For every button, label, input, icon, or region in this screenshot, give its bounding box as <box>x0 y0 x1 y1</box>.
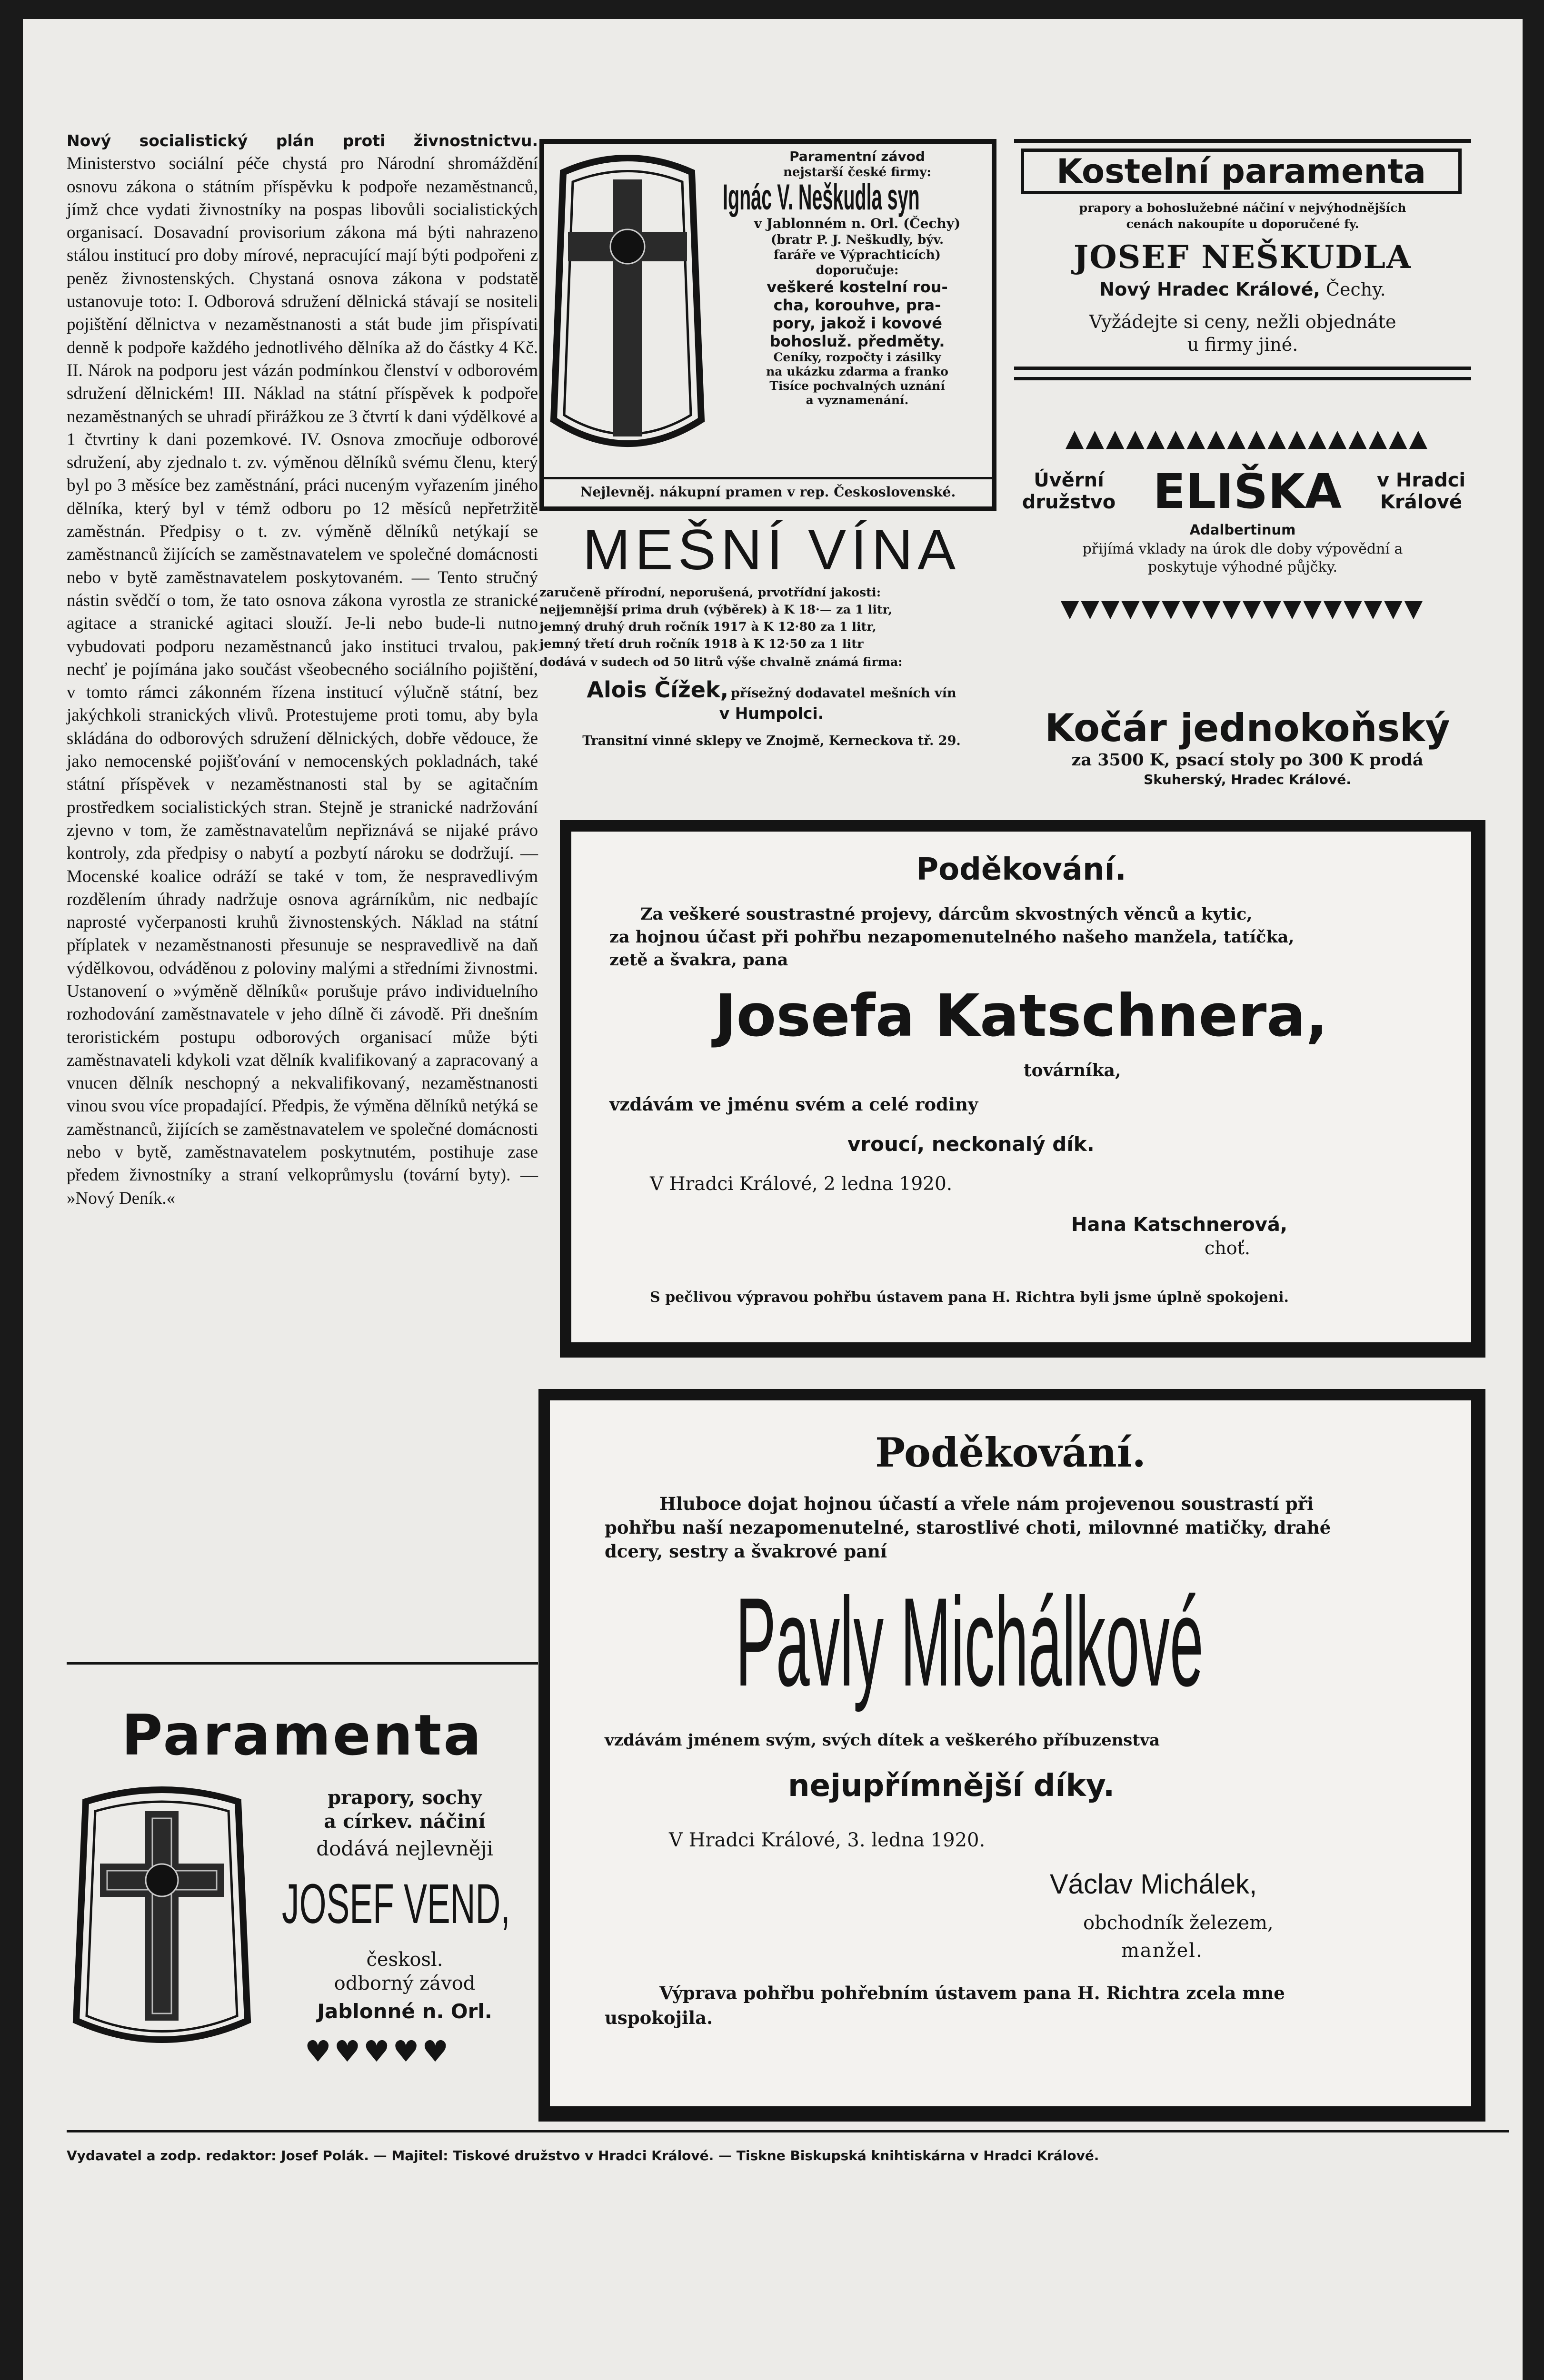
ad-kostelni-title-frame <box>1021 149 1462 194</box>
ad-vina-l4: jemný třetí druh ročník 1918 à K 12·50 za 1 litr <box>539 637 864 651</box>
ad-eliska-l2: poskytuje výhodné půjčky. <box>1147 559 1338 575</box>
ad-eliska-sub: Adalbertinum <box>1189 522 1296 538</box>
thanks1-l5: vroucí, neckonalý dík. <box>847 1132 1095 1156</box>
article <box>67 129 538 1210</box>
thanks1-title: Poděkování. <box>916 852 1126 887</box>
ad-mesni-vina <box>539 516 1004 812</box>
ad-syn-bottom: Nejlevněj. nákupní pramen v rep. Československé. <box>580 484 956 500</box>
ad-eliska <box>1014 424 1481 647</box>
ad-vend-title: Paramenta <box>121 1702 483 1768</box>
article-body: Ministerstvo sociální péče chystá pro Národní shromáždění osnovu zákona o státním příspěvku k podpoře nezaměstnanců, jímž chce vydati živnostníky na pospas libovůli socialistických organisací. Dosavadní provisorium zákona má býti nahrazeno stálou institucí pro doby mírové, nepracující mají býti podpořeni z peněz živnostenských. Chystaná osnova zákona v podstatě ustanovuje toto: I. Odborová sdružení dělnická stávají se nositeli pojištění dělnictva v nezaměstnanosti a stát bude jim přispívati denně k podpoře každého jednotlivého dělníka až do částky 4 Kč. II. Nárok na podporu jest vázán podmínkou členství v odborovém sdružení dělnickém! III. Náklad na státní příspěvek k podpoře nezaměstnaných se uhradí přirážkou ze 3 čtvrtí k dani výdělkové a 1 čtvrtiny k dani pozemkové. IV. Osnova zmocňuje odborové sdružení, aby zjednalo t. zv. výměnou dělníků svému členu, který byl po 3 měsíce bez zaměstnání, práci nuceným vyřazením jiného dělníka, který byl v témž odboru po 12 měsíců nepřetržitě zaměstnán. Předpisy o t. zv. výměně dělníků netýkají se zaměstnanců žijících se zaměstnavatelem ve společné domácnosti nebo v bytě zaměstnavatelem poskytovaném. — Tento stručný nástin svědčí o tom, že tato osnova zákona vyrostla ze stranické agitace a stranické agitaci slouží. Je-li nebo bude-li nutno vybudovati podporu nezaměstnanců jako instituci trvalou, pak nechť je pojímána jako součást všeobecného sociálního pojištění, v tomto rámci zákonném řízena institucí výlučně státní, bez jakýchkoli stranických vlivů. Protestujeme proti tomu, aby byla skládána do odborových sdružení dělnických, dobře vědouce, že jako nemocenské pojišťování v nemocenských pokladnách, také státní příspěvek v nezaměstnanosti stal by se agitačním prostředkem socialistických stran. Stejně je stranické nadržování zjevno v tom, že zaměstnavatelům nepřiznává se nijaké právo kontroly, zda předpisy o nabytí a pozbytí nároku se dodržují. — Mocenské koalice odráží se také v tom, že nespravedlivým rozdělením úhrady nadržuje osnova agrárníkům, nic nedbajíc naprosté vyčerpanosti kruhů živnostenských. Náklad na státní příplatek v nezaměstnanosti přesunuje se nespravedlivě na daň výdělkovou, odváděnou z poloviny malými a středními živnostmi. Ustanovení o »výměně dělníků« porušuje právo individuelního rozhodování zaměstnavatele v jeho dílně či závodě. Při dnešním teroristickém postupu odborových organisací může býti zaměstnavateli kdykoli vzat dělník kvalifikovaný a zapracovaný a vnucen dělník neschopný a nekvalifikovaný, nezaměstnanosti vinou svou více propadající. Předpis, že výměna dělníků netýká se zaměstnanců, žijících se zaměstnavatelem ve společné domácnosti nebo v bytě, zaměstnavatelem poskytnutém, postihuje zase předem živnostníky a straní velkoprůmyslu (tovární byty). — <box>67 154 538 1185</box>
ad-syn-l1: Paramentní závod <box>789 149 925 164</box>
thanks2-l4: vzdávám jménem svým, svých dítek a veškerého příbuzenstva <box>605 1731 1160 1750</box>
ad-syn-l7: veškeré kostelní rou- <box>767 278 948 296</box>
thanks1-role: továrníka, <box>1024 1061 1121 1081</box>
ad-vina-l5: dodává v sudech od 50 litrů výše chvalně známá firma: <box>539 655 903 669</box>
ad-syn-l13: Tisíce pochvalných uznání <box>769 379 945 393</box>
ad-neskudla-syn <box>539 139 996 511</box>
triangle-up-icon: ▲▲▲▲▲▲▲▲▲▲▲▲▲▲▲▲▲▲ <box>1065 424 1430 452</box>
ad-vend-line5: odborný závod <box>334 1973 476 1994</box>
ad-syn-l14: a vyznamenání. <box>806 393 909 407</box>
ornament-icon: ♥♥♥♥♥ <box>305 2034 451 2069</box>
ad-kostelni-paramenta <box>1014 139 1471 413</box>
footer-divider <box>67 2130 1509 2132</box>
ad-vina-l6: Transitní vinné sklepy ve Znojmě, Kerneckova tř. 29. <box>582 734 961 748</box>
article-text <box>67 129 538 1210</box>
thanks2-l1: Hluboce dojat hojnou účastí a vřele nám projevenou soustrastí při <box>659 1493 1314 1514</box>
ad-syn-l9: pory, jakož i kovové <box>772 314 942 332</box>
ad-kocar-l1: za 3500 K, psací stoly po 300 K prodá <box>1071 750 1424 770</box>
article-source: »Nový Deník.« <box>67 1188 176 1208</box>
thanks2-title: Poděkování. <box>875 1429 1146 1476</box>
ad-vend-line2: a církev. náčiní <box>324 1810 486 1833</box>
ad-vina-l3: jemný druhý druh ročník 1917 à K 12·80 za 1 litr, <box>539 620 877 634</box>
ad-kostelni-rule-2 <box>1014 377 1471 380</box>
ad-vend-place: Jablonné n. Orl. <box>317 2000 492 2023</box>
chasuble-icon <box>549 153 706 463</box>
ad-syn-l3: v Jablonném n. Orl. (Čechy) <box>754 216 961 231</box>
ad-neskudla-syn-text <box>723 149 992 407</box>
ad-vina-namerow <box>539 676 1004 703</box>
ad-eliska-l1: přijímá vklady na úrok dle doby výpovědní a <box>1082 541 1403 557</box>
thanks-michalkova <box>539 1390 1484 2121</box>
thanks1-l3: zetě a švakra, pana <box>609 950 788 970</box>
ad-vina-l2: nejjemnější prima druh (výběrek) à K 18·— za 1 litr, <box>539 603 893 617</box>
thanks1-name: Josefa Katschnera, <box>715 982 1328 1050</box>
ad-eliska-left2: družstvo <box>1022 491 1116 513</box>
thanks2-l5: nejupřímnější díky. <box>788 1768 1115 1804</box>
ad-eliska-left1: Úvěrní <box>1034 469 1104 491</box>
ad-kostelni-place-bold: Nový Hradec Králové, <box>1099 279 1320 300</box>
ad-eliska-row <box>1014 466 1471 518</box>
ad-kocar <box>1014 707 1481 793</box>
thanks1-date: V Hradci Králové, 2 ledna 1920. <box>650 1173 953 1195</box>
ad-kostelni-l2: cenách nakoupíte u doporučené fy. <box>1126 217 1359 231</box>
thanks2-name: Pavly Michálkové <box>736 1572 1204 1713</box>
ad-paramenta-vend <box>67 1704 538 2123</box>
thanks1-signer-role: choť. <box>1205 1238 1250 1259</box>
thanks2-name-wrap <box>736 1572 1307 1713</box>
ad-syn-l8: cha, korouhve, pra- <box>773 296 941 314</box>
ad-vend-line3: dodává nejlevněji <box>316 1837 493 1860</box>
ad-syn-l6: doporučuje: <box>816 263 899 278</box>
thanks2-signer-role2: manžel. <box>1121 1940 1203 1962</box>
ad-vend-line4: českosl. <box>366 1949 443 1971</box>
ad-eliska-right2: Králové <box>1380 491 1463 513</box>
ad-vina-place: v Humpolci. <box>719 704 824 723</box>
thanks2-l3: dcery, sestry a švakrové paní <box>605 1541 887 1562</box>
article-divider <box>67 1662 538 1665</box>
thanks-katschner <box>561 821 1484 1357</box>
ad-kostelni-l3: Vyžádejte si ceny, nežli objednáte <box>1089 311 1396 332</box>
ad-syn-l11: Ceníky, rozpočty i zásilky <box>773 350 941 364</box>
ad-eliska-name: ELIŠKA <box>1153 464 1342 519</box>
thanks1-l2: za hojnou účast při pohřbu nezapomenutelného našeho manžela, tatíčka, <box>609 927 1295 947</box>
triangle-down-icon: ▼▼▼▼▼▼▼▼▼▼▼▼▼▼▼▼▼▼ <box>1060 595 1425 622</box>
ad-kocar-title: Kočár jednokoňský <box>1045 706 1450 750</box>
thanks1-l4: vzdávám ve jménu svém a celé rodiny <box>609 1094 978 1115</box>
article-headline: Nový socialistický plán proti živnostnictvu. <box>67 131 538 150</box>
thanks1-signer: Hana Katschnerová, <box>1071 1214 1288 1236</box>
thanks2-date: V Hradci Králové, 3. ledna 1920. <box>669 1829 986 1851</box>
thanks1-note: S pečlivou výpravou pohřbu ústavem pana H. Richtra byli jsme úplně spokojeni. <box>650 1289 1289 1306</box>
ad-syn-divider <box>544 477 992 479</box>
ad-syn-l2: nejstarší české firmy: <box>783 165 932 179</box>
ad-syn-l12: na ukázku zdarma a franko <box>766 365 948 378</box>
ad-kostelni-place <box>1014 278 1471 301</box>
thanks2-signer: Václav Michálek, <box>1050 1869 1257 1900</box>
thanks2-note1: Výprava pohřbu pohřebním ústavem pana H. Richtra zcela mne <box>659 1983 1285 2003</box>
thanks2-signer-role1: obchodník železem, <box>1083 1912 1274 1934</box>
footer-imprint: Vydavatel a zodp. redaktor: Josef Polák. — Majitel: Tiskové družstvo v Hradci Králové. — Tiskne Biskupská knihtiskárna v Hradci Králové. <box>67 2148 1099 2163</box>
ad-kostelni-place-rest: Čechy. <box>1325 279 1386 300</box>
ad-kostelni-rule-1 <box>1014 367 1471 370</box>
thanks1-l1: Za veškeré soustrastné projevy, dárcům skvostných věnců a kytic, <box>640 904 1253 924</box>
ad-syn-l4: (bratr P. J. Neškudly, býv. <box>771 233 944 247</box>
ad-syn-l10: bohosluž. předměty. <box>769 332 945 350</box>
ad-vina-l1: zaručeně přírodní, neporušená, prvotřídní jakosti: <box>539 585 881 600</box>
ad-syn-l5: faráře ve Výprachticích) <box>774 248 941 262</box>
newspaper-page <box>23 19 1523 2380</box>
vestment-icon <box>67 1783 257 2049</box>
ad-kocar-l2: Skuherský, Hradec Králové. <box>1144 772 1351 787</box>
ad-kostelni-title: Kostelní paramenta <box>1056 152 1426 191</box>
thanks2-l2: pohřbu naší nezapomenutelné, starostlivé choti, milovnné matičky, drahé <box>605 1517 1331 1538</box>
ad-kostelni-l1: prapory a bohoslužebné náčiní v nejvýhodnějších <box>1079 201 1406 215</box>
ad-kostelni-rule-top <box>1014 139 1471 143</box>
ad-vina-title: MEŠNÍ VÍNA <box>582 518 961 582</box>
ad-syn-name: Ignác V. Neškudla syn <box>723 177 920 218</box>
ad-vend-name-wrap <box>271 1873 538 1935</box>
ad-vina-name: Alois Čížek, <box>587 677 729 703</box>
ad-eliska-right1: v Hradci <box>1376 469 1466 491</box>
thanks2-note2: uspokojila. <box>605 2007 713 2028</box>
ad-syn-name-wrap <box>723 177 992 218</box>
ad-vend-name: JOSEF VEND, <box>282 1873 510 1935</box>
ad-kostelni-name: JOSEF NEŠKUDLA <box>1073 238 1412 276</box>
ad-kostelni-l4: u firmy jiné. <box>1187 334 1298 355</box>
ad-vend-line1: prapory, sochy <box>328 1786 482 1809</box>
ad-vina-name-rest: přísežný dodavatel mešních vín <box>731 686 956 701</box>
